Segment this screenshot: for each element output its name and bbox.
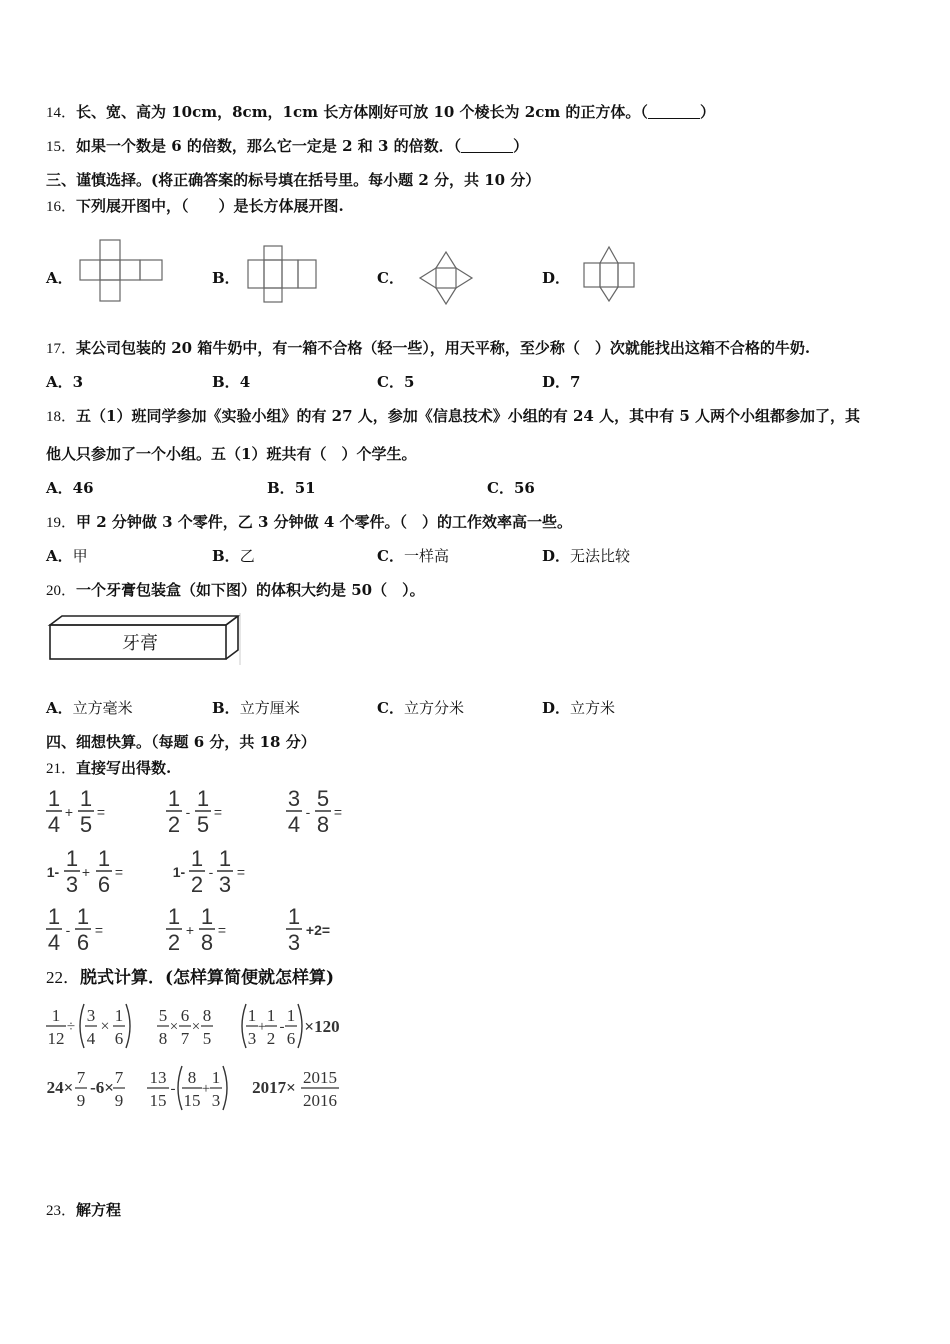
option-a[interactable]: A．46 xyxy=(46,479,94,497)
svg-text:3: 3 xyxy=(86,1006,96,1025)
option-a[interactable]: A． xyxy=(46,269,73,287)
question-16 xyxy=(46,196,344,217)
expr-22-2 xyxy=(154,1000,220,1052)
svg-text:×: × xyxy=(169,1019,179,1035)
svg-text:-: - xyxy=(170,1081,176,1097)
svg-text:+2=: +2= xyxy=(305,922,331,938)
svg-text:1: 1 xyxy=(97,846,111,871)
svg-text:+: + xyxy=(201,1081,211,1097)
question-18 xyxy=(46,406,860,427)
question-18-cont: 他人只参加了一个小组。五（1）班共有（ ）个学生。 xyxy=(46,445,417,463)
question-14 xyxy=(46,102,715,123)
svg-text:1: 1 xyxy=(167,904,181,929)
svg-text:3: 3 xyxy=(247,1029,257,1048)
question-number: 21． xyxy=(46,761,77,777)
expr-21-r2-2 xyxy=(170,846,270,898)
question-close: ） xyxy=(699,103,715,121)
option-b[interactable]: B．51 xyxy=(267,479,316,497)
option-c[interactable]: C．立方分米 xyxy=(377,699,464,717)
svg-text:5: 5 xyxy=(202,1029,212,1048)
svg-text:×: × xyxy=(191,1019,201,1035)
option-c[interactable]: C．5 xyxy=(377,373,415,391)
svg-text:8: 8 xyxy=(200,930,214,955)
svg-text:1: 1 xyxy=(76,904,90,929)
svg-text:6: 6 xyxy=(114,1029,124,1048)
expr-22-6 xyxy=(250,1062,350,1114)
svg-text:-: - xyxy=(208,864,214,880)
svg-text:4: 4 xyxy=(47,930,61,955)
option-d[interactable]: D．无法比较 xyxy=(542,547,631,565)
net-diagram-d xyxy=(584,247,636,303)
svg-text:2: 2 xyxy=(167,812,181,837)
svg-text:=: = xyxy=(333,804,343,820)
svg-text:12: 12 xyxy=(47,1029,65,1048)
svg-text:-: - xyxy=(279,1019,285,1035)
svg-text:5: 5 xyxy=(158,1006,168,1025)
svg-text:1: 1 xyxy=(114,1006,124,1025)
svg-text:2: 2 xyxy=(190,872,204,897)
svg-text:1: 1 xyxy=(51,1006,61,1025)
svg-text:9: 9 xyxy=(114,1091,124,1110)
question-text: 解方程 xyxy=(76,1201,122,1219)
question-number: 23． xyxy=(46,1203,77,1219)
option-c[interactable]: C．一样高 xyxy=(377,547,449,565)
expr-22-4 xyxy=(44,1062,134,1114)
svg-text:=: = xyxy=(94,922,104,938)
question-text: 某公司包装的 20 箱牛奶中，有一箱不合格（轻一些），用天平称，至少称（ ）次就能找出这箱不合格的牛奶. xyxy=(76,339,811,357)
svg-text:3: 3 xyxy=(287,786,301,811)
option-d[interactable]: D． xyxy=(542,269,571,287)
option-c[interactable]: C．56 xyxy=(487,479,535,497)
section-heading-4: 四、细想快算。（每题 6 分，共 18 分） xyxy=(46,733,316,751)
svg-text:2016: 2016 xyxy=(303,1091,337,1110)
svg-text:8: 8 xyxy=(158,1029,168,1048)
question-number: 20． xyxy=(46,583,77,599)
svg-text:=: = xyxy=(114,864,124,880)
option-a[interactable]: A．甲 xyxy=(46,547,88,565)
answer-blank[interactable] xyxy=(461,138,513,153)
svg-text:6: 6 xyxy=(76,930,90,955)
option-b[interactable]: B．4 xyxy=(212,373,251,391)
question-close: ） xyxy=(513,137,529,155)
svg-text:8: 8 xyxy=(316,812,330,837)
expr-21-r1-1 xyxy=(44,786,124,838)
net-diagram-c xyxy=(420,252,472,304)
svg-text:3: 3 xyxy=(211,1091,221,1110)
svg-text:=: = xyxy=(217,922,227,938)
svg-text:+: + xyxy=(185,922,195,938)
expr-22-5 xyxy=(144,1062,234,1114)
svg-text:1: 1 xyxy=(190,846,204,871)
question-21 xyxy=(46,758,171,779)
option-d[interactable]: D．立方米 xyxy=(542,699,616,717)
svg-text:2: 2 xyxy=(266,1029,276,1048)
toothpaste-box-figure xyxy=(48,613,242,665)
question-15 xyxy=(46,136,528,157)
question-text: 五（1）班同学参加《实验小组》的有 27 人，参加《信息技术》小组的有 24 人，其中有 5 人两个小组都参加了，其 xyxy=(76,407,860,425)
svg-text:6: 6 xyxy=(286,1029,296,1048)
svg-text:-6×: -6× xyxy=(90,1078,114,1097)
box-label: 牙膏 xyxy=(122,633,158,654)
svg-text:15: 15 xyxy=(183,1091,201,1110)
svg-text:4: 4 xyxy=(287,812,301,837)
svg-text:-: - xyxy=(185,804,191,820)
svg-text:13: 13 xyxy=(149,1068,167,1087)
question-22 xyxy=(46,968,334,988)
question-text: 下列展开图中，（ ）是长方体展开图. xyxy=(76,197,344,215)
question-19 xyxy=(46,512,572,533)
svg-text:8: 8 xyxy=(187,1068,197,1087)
svg-text:×: × xyxy=(100,1018,110,1035)
svg-text:+: + xyxy=(81,864,91,880)
svg-text:7: 7 xyxy=(114,1068,124,1087)
svg-text:1: 1 xyxy=(79,786,93,811)
svg-text:8: 8 xyxy=(202,1006,212,1025)
svg-text:3: 3 xyxy=(287,930,301,955)
option-b[interactable]: B． xyxy=(212,269,240,287)
expr-21-r3-2 xyxy=(164,904,244,956)
svg-text:1: 1 xyxy=(287,904,301,929)
question-text: 长、宽、高为 10cm，8cm，1cm 长方体刚好可放 10 个棱长为 2cm 的正方体。（ xyxy=(76,103,648,121)
option-d[interactable]: D．7 xyxy=(542,373,581,391)
question-text: 甲 2 分钟做 3 个零件，乙 3 分钟做 4 个零件。（ ）的工作效率高一些。 xyxy=(76,513,573,531)
svg-text:6: 6 xyxy=(97,872,111,897)
question-number: 17． xyxy=(46,341,77,357)
svg-text:1: 1 xyxy=(200,904,214,929)
question-number: 15． xyxy=(46,139,77,155)
question-23 xyxy=(46,1200,121,1221)
expr-21-r2-1 xyxy=(44,846,144,898)
svg-text:-: - xyxy=(65,922,71,938)
svg-text:1: 1 xyxy=(65,846,79,871)
svg-text:1: 1 xyxy=(286,1006,296,1025)
svg-text:6: 6 xyxy=(180,1006,190,1025)
svg-text:2015: 2015 xyxy=(303,1068,337,1087)
question-text: 直接写出得数. xyxy=(76,759,172,777)
expr-21-r1-3 xyxy=(284,786,364,838)
question-number: 16． xyxy=(46,199,77,215)
svg-text:15: 15 xyxy=(149,1091,167,1110)
answer-blank[interactable] xyxy=(648,104,700,119)
net-diagram-b xyxy=(248,246,318,304)
svg-text:=: = xyxy=(96,804,106,820)
option-a[interactable]: A．3 xyxy=(46,373,84,391)
option-a[interactable]: A．立方毫米 xyxy=(46,699,133,717)
svg-text:2: 2 xyxy=(167,930,181,955)
net-diagram-a xyxy=(80,240,164,302)
svg-text:24×: 24× xyxy=(46,1078,74,1097)
expr-22-1 xyxy=(44,1000,140,1052)
svg-text:=: = xyxy=(213,804,223,820)
question-text: 如果一个数是 6 的倍数，那么它一定是 2 和 3 的倍数．（ xyxy=(76,137,462,155)
svg-text:1: 1 xyxy=(196,786,210,811)
expr-21-r3-1 xyxy=(44,904,124,956)
expr-21-r3-3 xyxy=(284,904,364,956)
svg-text:1: 1 xyxy=(47,904,61,929)
svg-text:-: - xyxy=(305,804,311,820)
option-b[interactable]: B．立方厘米 xyxy=(212,699,300,717)
option-b[interactable]: B．乙 xyxy=(212,547,255,565)
svg-text:4: 4 xyxy=(47,812,61,837)
question-number: 14． xyxy=(46,105,77,121)
question-text: 脱式计算．(怎样算简便就怎样算) xyxy=(80,968,335,988)
section-heading-3: 三、谨慎选择。(将正确答案的标号填在括号里。每小题 2 分，共 10 分） xyxy=(46,171,541,189)
svg-text:5: 5 xyxy=(79,812,93,837)
svg-text:=: = xyxy=(236,864,246,880)
svg-text:+: + xyxy=(64,804,74,820)
svg-text:1: 1 xyxy=(211,1068,221,1087)
svg-text:9: 9 xyxy=(76,1091,86,1110)
svg-text:1-: 1- xyxy=(172,864,186,880)
svg-text:1: 1 xyxy=(247,1006,257,1025)
question-number: 19． xyxy=(46,515,77,531)
svg-text:7: 7 xyxy=(180,1029,190,1048)
svg-text:5: 5 xyxy=(196,812,210,837)
option-c[interactable]: C． xyxy=(377,269,404,287)
svg-text:2017×: 2017× xyxy=(252,1078,296,1097)
expr-21-r1-2 xyxy=(164,786,244,838)
svg-text:3: 3 xyxy=(65,872,79,897)
svg-text:7: 7 xyxy=(76,1068,86,1087)
svg-text:1: 1 xyxy=(47,786,61,811)
question-20 xyxy=(46,580,425,601)
svg-text:1: 1 xyxy=(167,786,181,811)
expr-22-3 xyxy=(238,1000,348,1052)
svg-text:1: 1 xyxy=(218,846,232,871)
svg-text:1: 1 xyxy=(266,1006,276,1025)
svg-text:1-: 1- xyxy=(46,864,60,880)
svg-text:3: 3 xyxy=(218,872,232,897)
svg-text:4: 4 xyxy=(86,1029,96,1048)
svg-text:÷: ÷ xyxy=(66,1019,76,1035)
question-number: 18． xyxy=(46,409,77,425)
question-text: 一个牙膏包装盒（如下图）的体积大约是 50（ ）。 xyxy=(76,581,425,599)
svg-text:5: 5 xyxy=(316,786,330,811)
svg-text:+: + xyxy=(257,1019,267,1035)
question-number: 22． xyxy=(46,968,80,987)
question-17 xyxy=(46,338,810,359)
svg-text:×120: ×120 xyxy=(304,1017,340,1036)
